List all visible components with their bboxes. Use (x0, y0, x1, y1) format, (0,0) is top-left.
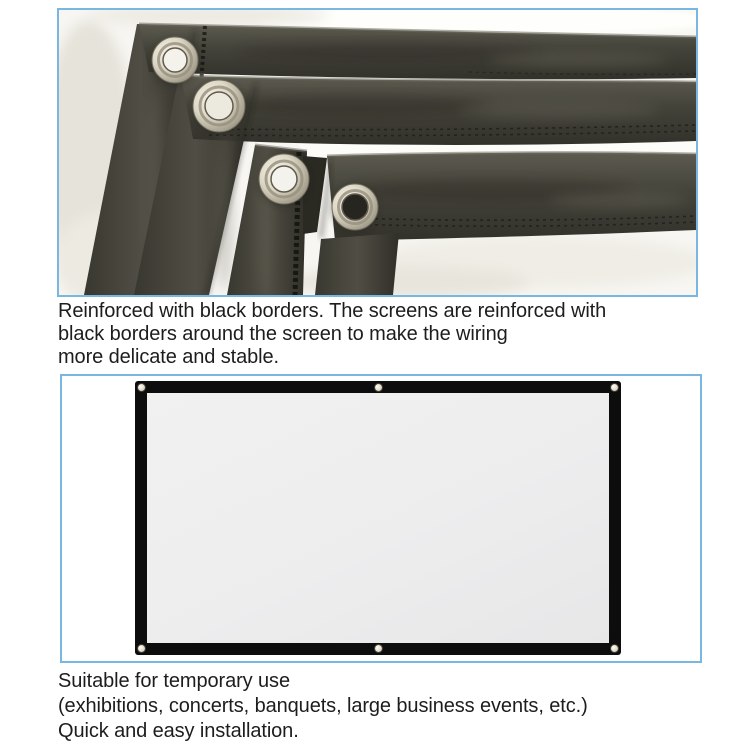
screen-grommet-dot (375, 645, 382, 652)
caption-line: Quick and easy installation. (58, 720, 299, 742)
caption-line: black borders around the screen to make the wiring (58, 323, 508, 345)
screen-grommet-dot (375, 384, 382, 391)
caption-line: more delicate and stable. (58, 346, 279, 368)
grommet-ring-4 (331, 184, 379, 233)
grommet-detail-graphic (59, 10, 696, 295)
screen-grommet-dot (138, 645, 145, 652)
projection-screen-graphic (135, 381, 621, 655)
screen-grommet-dot (138, 384, 145, 391)
usage-caption (58, 669, 738, 744)
screen-grommet-dot (611, 645, 618, 652)
screen-surface (147, 393, 609, 643)
screen-grommet-dot (611, 384, 618, 391)
caption-line: Reinforced with black borders. The screens are reinforced with (58, 300, 607, 322)
projection-screen-photo (60, 374, 702, 663)
grommet-ring-2 (192, 80, 246, 135)
caption-line: Suitable for temporary use (58, 670, 290, 692)
grommet-ring-3 (258, 154, 310, 207)
caption-line: (exhibitions, concerts, banquets, large business events, etc.) (58, 695, 588, 717)
grommet-ring-1 (151, 37, 199, 86)
grommet-detail-photo (57, 8, 698, 297)
borders-caption (58, 300, 718, 369)
